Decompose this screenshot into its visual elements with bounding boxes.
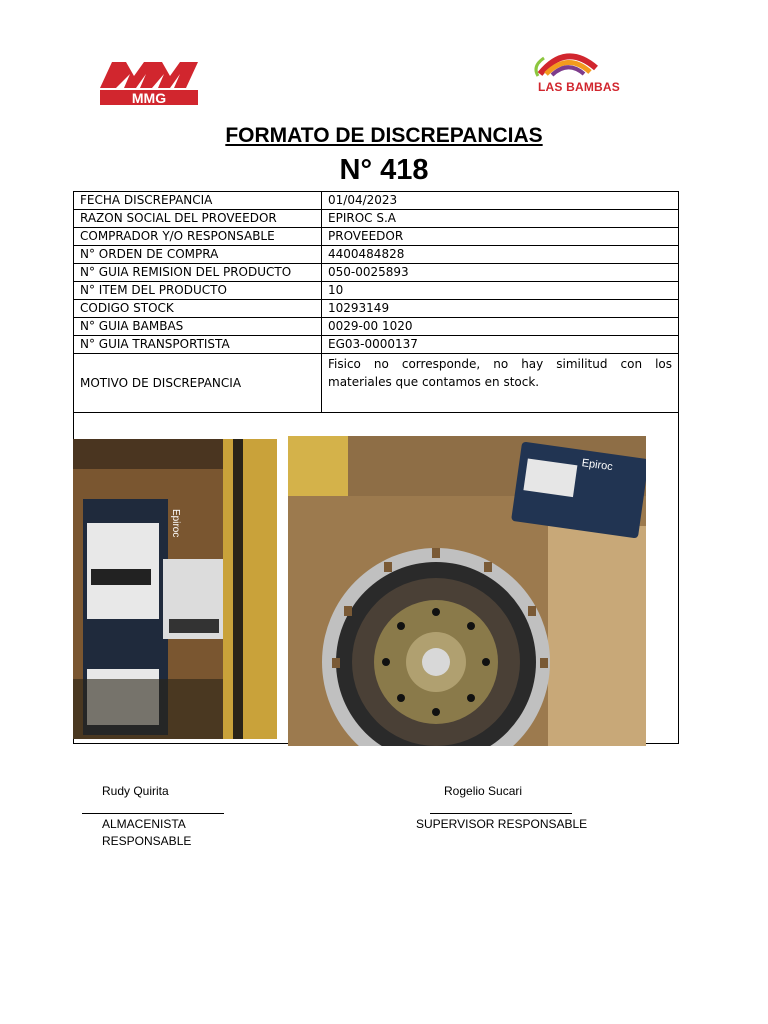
signature-left-line xyxy=(82,813,224,814)
field-value: PROVEEDOR xyxy=(322,228,679,246)
signature-left-name: Rudy Quirita xyxy=(102,784,169,798)
motivo-row xyxy=(74,354,679,413)
field-value: 4400484828 xyxy=(322,246,679,264)
field-label: CODIGO STOCK xyxy=(74,300,322,318)
field-label: N° ITEM DEL PRODUCTO xyxy=(74,282,322,300)
table-row xyxy=(74,246,679,264)
table-row xyxy=(74,228,679,246)
photo-boxes-left xyxy=(73,439,277,739)
las-bambas-logo xyxy=(530,44,650,100)
field-value: EPIROC S.A xyxy=(322,210,679,228)
motivo-label: MOTIVO DE DISCREPANCIA xyxy=(74,354,322,413)
field-value: 01/04/2023 xyxy=(322,192,679,210)
table-row xyxy=(74,264,679,282)
right-box-brand: Epiroc xyxy=(580,457,614,474)
mmg-logo xyxy=(100,60,200,106)
field-value: 10 xyxy=(322,282,679,300)
las-bambas-logo-text: LAS BAMBAS xyxy=(538,80,620,94)
field-label: FECHA DISCREPANCIA xyxy=(74,192,322,210)
signature-right-line xyxy=(430,813,572,814)
left-box-brand: Epiroc xyxy=(170,509,181,538)
table-row xyxy=(74,210,679,228)
signature-left-role-line1: ALMACENISTA xyxy=(102,817,186,831)
field-label: COMPRADOR Y/O RESPONSABLE xyxy=(74,228,322,246)
field-value: EG03-0000137 xyxy=(322,336,679,354)
table-row xyxy=(74,336,679,354)
mmg-logo-text: MMG xyxy=(131,90,167,106)
field-value: 10293149 xyxy=(322,300,679,318)
field-value: 050-0025893 xyxy=(322,264,679,282)
signature-left-role-line2: RESPONSABLE xyxy=(102,834,192,848)
field-label: N° ORDEN DE COMPRA xyxy=(74,246,322,264)
motivo-value: Fisico no corresponde, no hay similitud con los materiales que contamos en stock. xyxy=(322,354,679,413)
document-title: FORMATO DE DISCREPANCIAS xyxy=(225,124,543,147)
signature-right-role: SUPERVISOR RESPONSABLE xyxy=(416,817,588,831)
signature-right-name: Rogelio Sucari xyxy=(444,784,523,798)
field-label: RAZON SOCIAL DEL PROVEEDOR xyxy=(74,210,322,228)
table-row xyxy=(74,192,679,210)
document-number: N° 418 xyxy=(339,154,429,186)
table-row xyxy=(74,318,679,336)
field-label: N° GUIA TRANSPORTISTA xyxy=(74,336,322,354)
table-row xyxy=(74,282,679,300)
field-label: N° GUIA REMISION DEL PRODUCTO xyxy=(74,264,322,282)
field-value: 0029-00 1020 xyxy=(322,318,679,336)
table-row xyxy=(74,300,679,318)
photo-brake-disc xyxy=(288,436,646,746)
field-label: N° GUIA BAMBAS xyxy=(74,318,322,336)
